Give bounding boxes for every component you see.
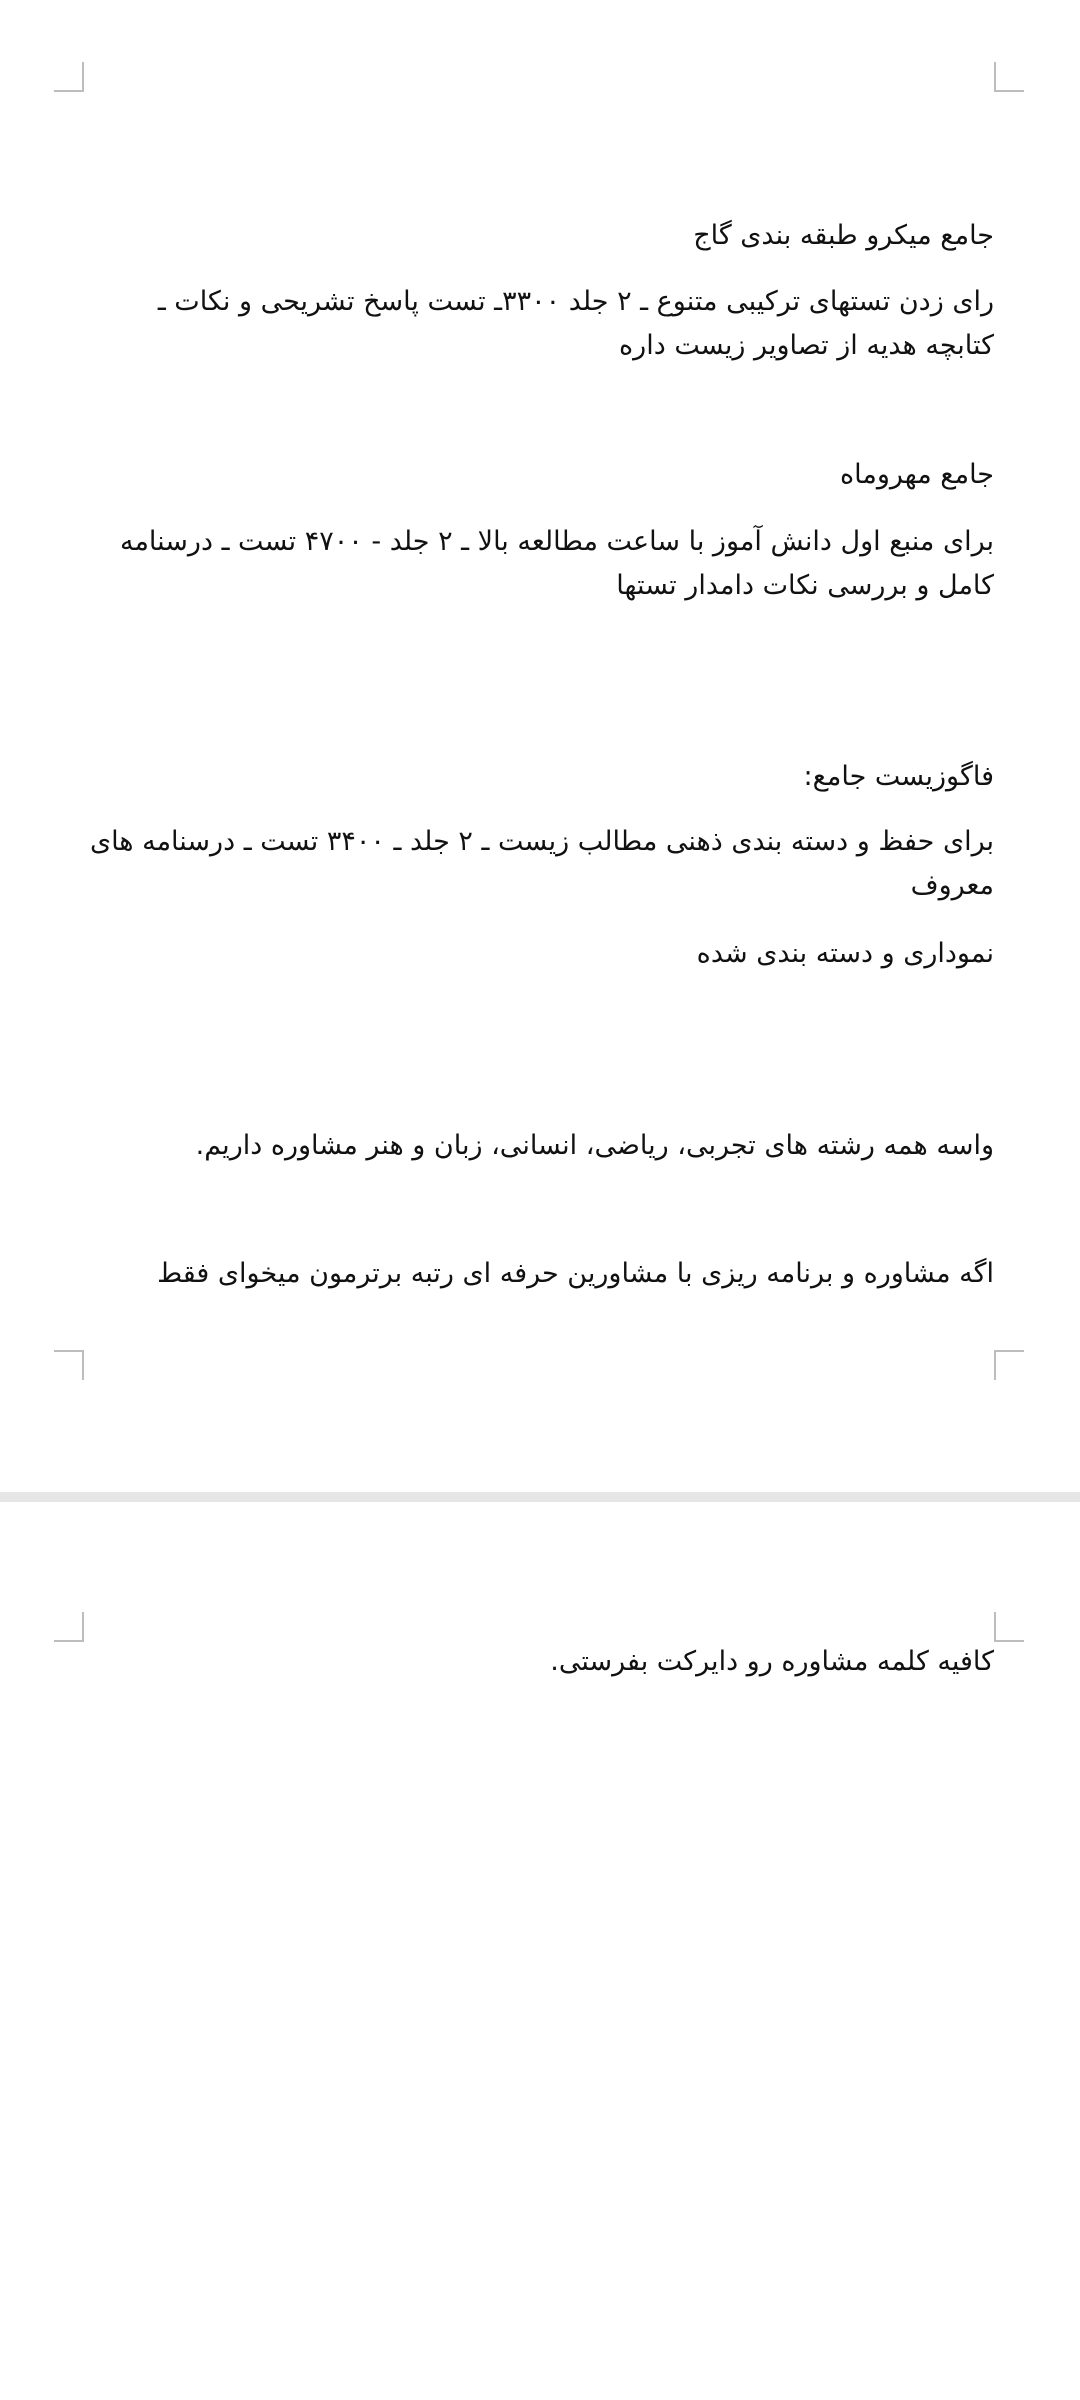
page-corner-top-right (994, 1612, 1024, 1642)
document-page-2 (0, 1502, 1080, 2400)
page-separator (0, 1492, 1080, 1502)
paragraph-phagozist-continued: نموداری و دسته بندی شده (696, 938, 994, 969)
page-corner-top-left (54, 1612, 84, 1642)
page-corner-bottom-left (54, 1350, 84, 1380)
heading-gaj-micro: جامع میکرو طبقه بندی گاج (693, 220, 994, 251)
heading-phagozist: فاگوزیست جامع: (803, 761, 994, 792)
paragraph-gaj-description: رای زدن تستهای ترکیبی متنوع ـ ۲ جلد ۳۳۰۰ـ تست پاسخ تشریحی و نکات ـ کتابچه هدیه از تصاویر زیست داره (157, 286, 994, 361)
paragraph-consulting-offer: اگه مشاوره و برنامه ریزی با مشاورین حرفه ای رتبه برترمون میخوای فقط (157, 1258, 994, 1289)
page-corner-top-left (54, 62, 84, 92)
paragraph-all-majors: واسه همه رشته های تجربی، ریاضی، انسانی، زبان و هنر مشاوره داریم. (195, 1130, 994, 1161)
paragraph-mehromah-description: برای منبع اول دانش آموز با ساعت مطالعه بالا ـ ۲ جلد - ۴۷۰۰ تست ـ درسنامه کامل و بررسی نکات دامدار تستها (119, 526, 994, 601)
heading-mehromah: جامع مهروماه (839, 459, 994, 490)
paragraph-phagozist-description: برای حفظ و دسته بندی ذهنی مطالب زیست ـ ۲ جلد ـ ۳۴۰۰ تست ـ درسنامه های معروف (89, 826, 994, 901)
page-corner-top-right (994, 62, 1024, 92)
page-corner-bottom-right (994, 1350, 1024, 1380)
paragraph-direct-message: کافیه کلمه مشاوره رو دایرکت بفرستی. (550, 1646, 994, 1677)
